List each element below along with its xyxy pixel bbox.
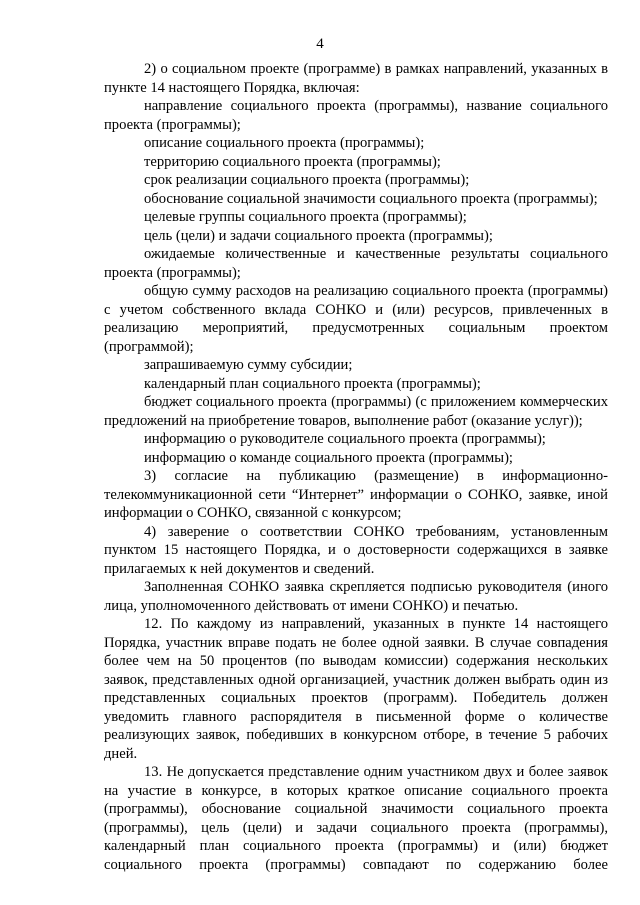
document-body — [104, 60, 608, 874]
paragraph-clause-13: 13. Не допускается представление одним участником двух и более заявок на участие в конкурсе, в которых краткое описание социального проекта (программы), обоснование социальной значимости социального проекта (программы), цель (цели) и задачи социального проекта (программы), календарный план социального проекта (программы) и (или) бюджет социального проекта (программы) совпадают по содержанию более — [104, 764, 608, 873]
item-goals: цель (цели) и задачи социального проекта (программы); — [144, 227, 493, 244]
item-expected-results: ожидаемые количественные и качественные результаты социального проекта (программы); — [104, 246, 608, 281]
paragraph-clause-12: 12. По каждому из направлений, указанных в пункте 14 настоящего Порядка, участник вправе подать не более одной заявки. В случае совпадения более чем на 50 процентов (по выводам комиссии) содержания нескольких заявок, представленных одной организацией, участник должен выбрать один из представленных социальных проектов (программ). Победитель должен уведомить главного распорядителя в письменной форме о количестве реализующих заявок, победивших в конкурсном отборе, в течение 5 рабочих дней. — [104, 616, 608, 762]
item-requested-subsidy: запрашиваемую сумму субсидии; — [144, 357, 353, 373]
item-term: срок реализации социального проекта (программы); — [144, 172, 470, 188]
item-direction-name: направление социального проекта (программы), название социального проекта (программы); — [104, 98, 608, 133]
item-total-expenses: общую сумму расходов на реализацию социального проекта (программы) с учетом собственного вклада СОНКО и (или) ресурсов, привлеченных в реализацию мероприятий, предусмотренных социальным проектом (программой); — [104, 283, 608, 355]
paragraph-publication-consent: 3) согласие на публикацию (размещение) в информационно-телекоммуникационной сети “Интернет” информации о СОНКО, заявке, иной информации о СОНКО, связанной с конкурсом; — [104, 468, 608, 521]
item-significance: обоснование социальной значимости социального проекта (программы); — [144, 190, 598, 207]
item-territory: территорию социального проекта (программы); — [144, 153, 441, 170]
paragraph-compliance-assurance: 4) заверение о соответствии СОНКО требованиям, установленным пунктом 15 настоящего Порядка, и о достоверности содержащихся в заявке прилагаемых к ней документов и сведений. — [104, 523, 608, 577]
item-description: описание социального проекта (программы); — [144, 135, 425, 151]
item-target-groups: целевые группы социального проекта (программы); — [144, 209, 467, 225]
item-budget: бюджет социального проекта (программы) (с приложением коммерческих предложений на приобретение товаров, выполнение работ (оказание услуг)); — [104, 394, 608, 429]
page-number: 4 — [316, 36, 324, 52]
paragraph-project-info: 2) о социальном проекте (программе) в рамках направлений, указанных в пункте 14 настоящего Порядка, включая: — [104, 61, 608, 96]
item-team-info: информацию о команде социального проекта (программы); — [144, 449, 513, 466]
item-calendar-plan: календарный план социального проекта (программы); — [144, 375, 481, 392]
item-leader-info: информацию о руководителе социального проекта (программы); — [144, 431, 546, 447]
paragraph-signature: Заполненная СОНКО заявка скрепляется подписью руководителя (иного лица, уполномоченного действовать от имени СОНКО) и печатью. — [104, 579, 608, 614]
